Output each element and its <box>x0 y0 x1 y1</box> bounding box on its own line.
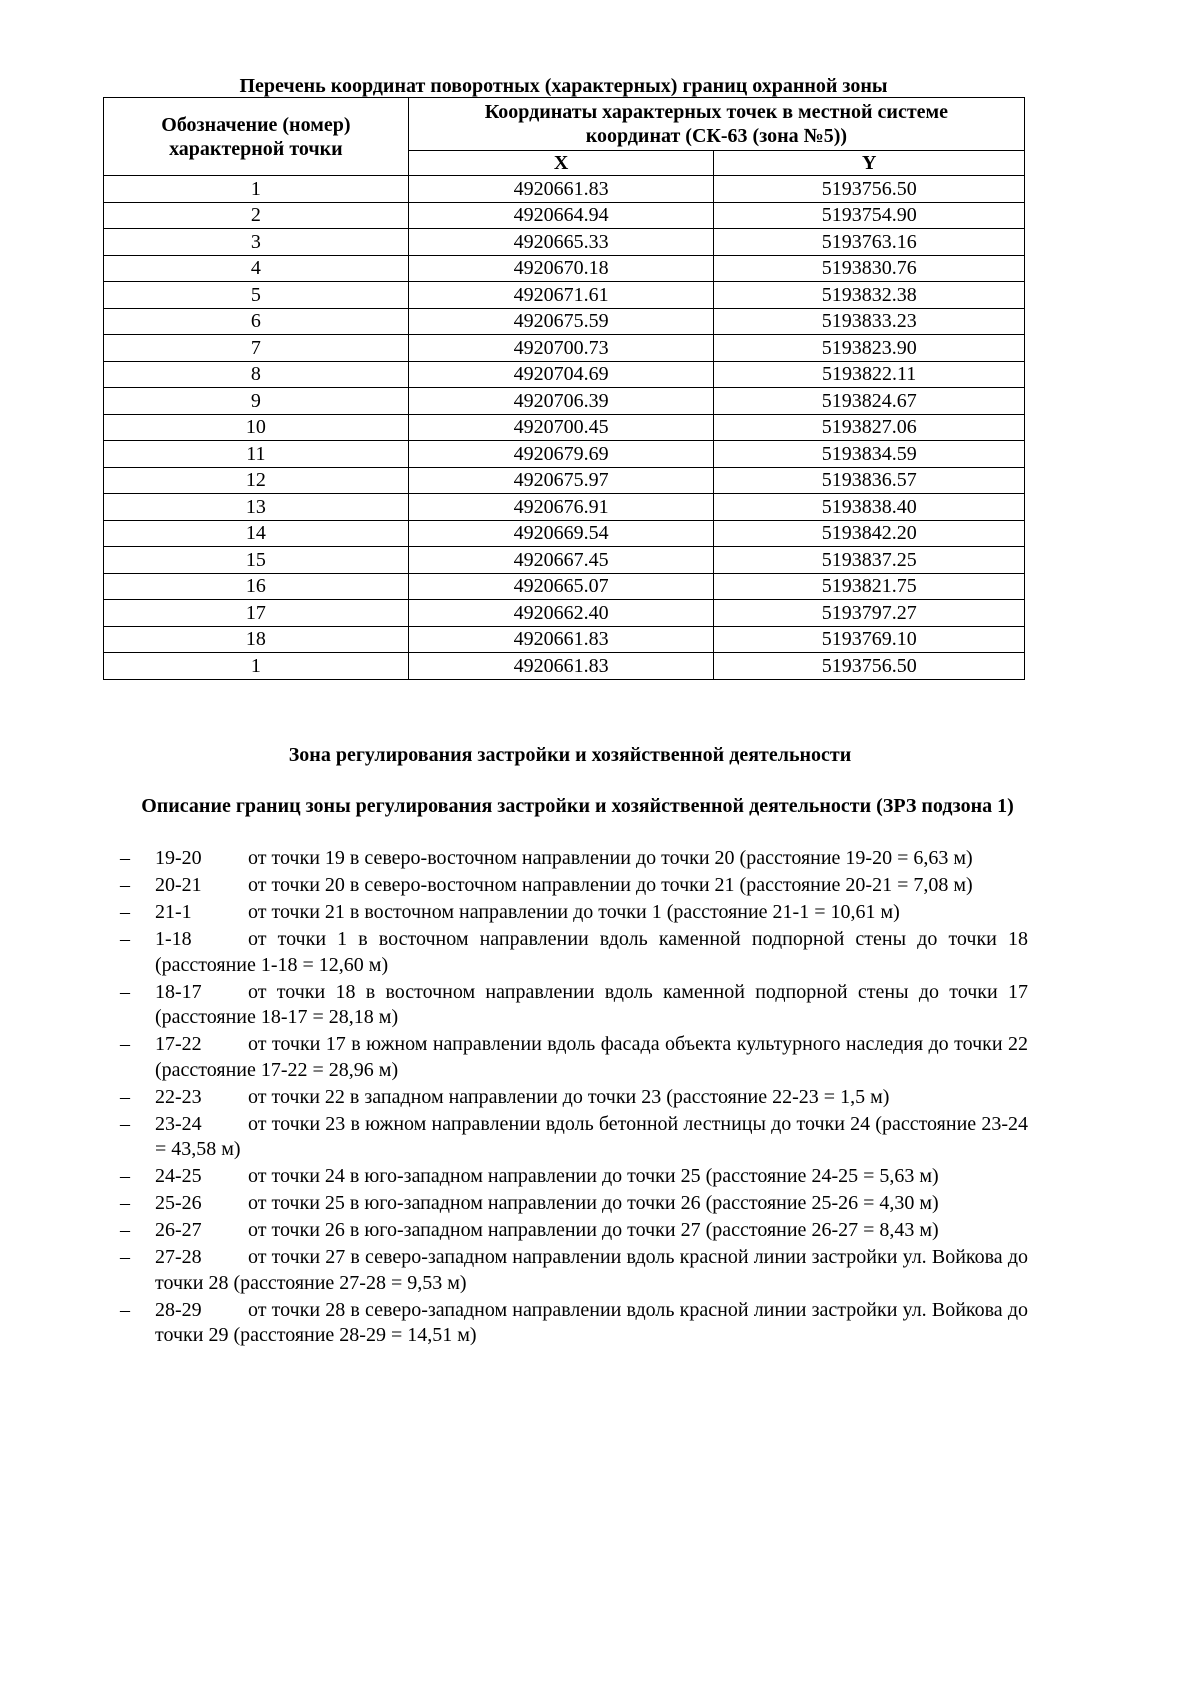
table-row <box>104 361 1025 388</box>
cell-y: 5193827.06 <box>714 414 1025 441</box>
cell-point: 17 <box>104 600 409 627</box>
list-item <box>120 980 1028 1031</box>
cell-x: 4920706.39 <box>408 388 714 415</box>
cell-y: 5193834.59 <box>714 441 1025 468</box>
dash-bullet: – <box>120 980 130 1003</box>
dash-bullet: – <box>120 1298 130 1321</box>
segment-text: от точки 26 в юго-западном направлении до точки 27 (расстояние 26-27 = 8,43 м) <box>248 1219 939 1241</box>
cell-y: 5193836.57 <box>714 467 1025 494</box>
table-row <box>104 308 1025 335</box>
cell-point: 4 <box>104 255 409 282</box>
segment-text: от точки 22 в западном направлении до точки 23 (расстояние 22-23 = 1,5 м) <box>248 1085 890 1108</box>
cell-x: 4920661.83 <box>408 626 714 653</box>
dash-bullet: – <box>120 847 130 869</box>
list-item <box>120 900 1028 926</box>
list-item <box>120 1245 1028 1296</box>
header-coords: Координаты характерных точек в местной системе координат (СК-63 (зона №5)) <box>408 98 1024 151</box>
segment-code: 28-29 <box>155 1298 202 1321</box>
cell-y: 5193756.50 <box>714 653 1025 680</box>
cell-point: 10 <box>104 414 409 441</box>
cell-x: 4920667.45 <box>408 547 714 574</box>
table-title: Перечень координат поворотных (характерных) границ охранной зоны <box>239 75 888 97</box>
table-row <box>104 282 1025 309</box>
section-title: Зона регулирования застройки и хозяйственной деятельности <box>288 744 852 766</box>
cell-point: 2 <box>104 202 409 229</box>
table-row <box>104 441 1025 468</box>
header-x: X <box>408 151 714 176</box>
segment-code: 19-20 <box>155 847 202 869</box>
cell-point: 8 <box>104 361 409 388</box>
segment-text: от точки 17 в южном направлении вдоль фасада объекта культурного наследия до точки 22 (расстояние 17-22 = 28,96 м) <box>155 1033 1028 1081</box>
list-item <box>120 1164 1028 1190</box>
dash-bullet: – <box>120 1085 130 1108</box>
cell-x: 4920675.59 <box>408 308 714 335</box>
header-point: Обозначение (номер) характерной точки <box>104 98 409 176</box>
cell-point: 5 <box>104 282 409 309</box>
table-row <box>104 202 1025 229</box>
cell-x: 4920671.61 <box>408 282 714 309</box>
cell-point: 15 <box>104 547 409 574</box>
cell-point: 1 <box>104 653 409 680</box>
segment-code: 17-22 <box>155 1033 202 1055</box>
coordinates-table <box>103 97 1025 680</box>
segment-text: от точки 19 в северо-восточном направлении до точки 20 (расстояние 19-20 = 6,63 м) <box>248 847 973 869</box>
cell-point: 1 <box>104 176 409 203</box>
cell-y: 5193822.11 <box>714 361 1025 388</box>
segment-code: 27-28 <box>155 1246 202 1268</box>
segment-text: от точки 1 в восточном направлении вдоль каменной подпорной стены до точки 18 (расстояние 1-18 = 12,60 м) <box>155 928 1028 976</box>
segment-code: 26-27 <box>155 1219 202 1241</box>
segment-text: от точки 28 в северо-западном направлении вдоль красной линии застройки ул. Войкова до точки 29 (расстояние 28-29 = 14,51 м) <box>155 1298 1028 1346</box>
dash-bullet: – <box>120 901 130 923</box>
table-row <box>104 653 1025 680</box>
cell-y: 5193823.90 <box>714 335 1025 362</box>
table-row <box>104 255 1025 282</box>
list-item <box>120 1191 1028 1217</box>
segment-code: 20-21 <box>155 874 202 896</box>
table-row <box>104 335 1025 362</box>
cell-point: 6 <box>104 308 409 335</box>
list-item <box>120 1298 1028 1349</box>
list-item <box>120 873 1028 899</box>
cell-point: 7 <box>104 335 409 362</box>
segment-list <box>120 846 1028 1350</box>
table-row <box>104 467 1025 494</box>
segment-text: от точки 27 в северо-западном направлении вдоль красной линии застройки ул. Войкова до точки 28 (расстояние 27-28 = 9,53 м) <box>155 1246 1028 1294</box>
list-item <box>120 1032 1028 1083</box>
cell-point: 12 <box>104 467 409 494</box>
dash-bullet: – <box>120 1192 130 1214</box>
table-row <box>104 229 1025 256</box>
table-row <box>104 626 1025 653</box>
header-y: Y <box>714 151 1025 176</box>
list-item <box>120 927 1028 978</box>
segment-text: от точки 20 в северо-восточном направлении до точки 21 (расстояние 20-21 = 7,08 м) <box>248 874 973 896</box>
list-item <box>120 846 1028 872</box>
list-item <box>120 1112 1028 1163</box>
segment-code: 22-23 <box>155 1085 202 1108</box>
segment-code: 1-18 <box>155 928 192 950</box>
cell-point: 3 <box>104 229 409 256</box>
table-row <box>104 176 1025 203</box>
segment-text: от точки 24 в юго-западном направлении до точки 25 (расстояние 24-25 = 5,63 м) <box>248 1165 939 1187</box>
cell-y: 5193838.40 <box>714 494 1025 521</box>
cell-y: 5193769.10 <box>714 626 1025 653</box>
cell-x: 4920675.97 <box>408 467 714 494</box>
segment-code: 21-1 <box>155 901 192 923</box>
table-row <box>104 494 1025 521</box>
dash-bullet: – <box>120 1112 130 1135</box>
cell-x: 4920700.73 <box>408 335 714 362</box>
cell-y: 5193833.23 <box>714 308 1025 335</box>
cell-x: 4920664.94 <box>408 202 714 229</box>
dash-bullet: – <box>120 1165 130 1187</box>
dash-bullet: – <box>120 1033 130 1055</box>
cell-x: 4920669.54 <box>408 520 714 547</box>
cell-y: 5193837.25 <box>714 547 1025 574</box>
segment-text: от точки 21 в восточном направлении до точки 1 (расстояние 21-1 = 10,61 м) <box>248 901 900 923</box>
table-row <box>104 573 1025 600</box>
segment-code: 25-26 <box>155 1192 202 1214</box>
table-row <box>104 520 1025 547</box>
table-row <box>104 547 1025 574</box>
segment-text: от точки 23 в южном направлении вдоль бетонной лестницы до точки 24 (расстояние 23-24 = 43,58 м) <box>155 1112 1028 1160</box>
cell-x: 4920679.69 <box>408 441 714 468</box>
dash-bullet: – <box>120 1219 130 1241</box>
cell-y: 5193832.38 <box>714 282 1025 309</box>
segment-code: 23-24 <box>155 1112 202 1135</box>
cell-x: 4920661.83 <box>408 176 714 203</box>
cell-x: 4920661.83 <box>408 653 714 680</box>
cell-point: 9 <box>104 388 409 415</box>
cell-y: 5193756.50 <box>714 176 1025 203</box>
table-row <box>104 414 1025 441</box>
cell-x: 4920670.18 <box>408 255 714 282</box>
cell-y: 5193824.67 <box>714 388 1025 415</box>
cell-x: 4920676.91 <box>408 494 714 521</box>
list-item <box>120 1085 1028 1111</box>
cell-y: 5193842.20 <box>714 520 1025 547</box>
segment-text: от точки 25 в юго-западном направлении до точки 26 (расстояние 25-26 = 4,30 м) <box>248 1192 939 1214</box>
segment-code: 18-17 <box>155 980 202 1003</box>
list-item <box>120 1218 1028 1244</box>
dash-bullet: – <box>120 928 130 950</box>
cell-x: 4920700.45 <box>408 414 714 441</box>
dash-bullet: – <box>120 874 130 896</box>
cell-y: 5193821.75 <box>714 573 1025 600</box>
cell-y: 5193830.76 <box>714 255 1025 282</box>
cell-y: 5193754.90 <box>714 202 1025 229</box>
cell-x: 4920665.07 <box>408 573 714 600</box>
cell-point: 11 <box>104 441 409 468</box>
cell-x: 4920665.33 <box>408 229 714 256</box>
cell-point: 13 <box>104 494 409 521</box>
segment-code: 24-25 <box>155 1165 202 1187</box>
cell-x: 4920704.69 <box>408 361 714 388</box>
cell-y: 5193763.16 <box>714 229 1025 256</box>
subsection-title: Описание границ зоны регулирования застройки и хозяйственной деятельности (ЗРЗ подзона 1) <box>141 795 1014 817</box>
cell-point: 14 <box>104 520 409 547</box>
cell-point: 18 <box>104 626 409 653</box>
cell-x: 4920662.40 <box>408 600 714 627</box>
dash-bullet: – <box>120 1246 130 1268</box>
cell-point: 16 <box>104 573 409 600</box>
cell-y: 5193797.27 <box>714 600 1025 627</box>
segment-text: от точки 18 в восточном направлении вдоль каменной подпорной стены до точки 17 (расстояние 18-17 = 28,18 м) <box>155 980 1028 1028</box>
table-row <box>104 388 1025 415</box>
table-row <box>104 600 1025 627</box>
